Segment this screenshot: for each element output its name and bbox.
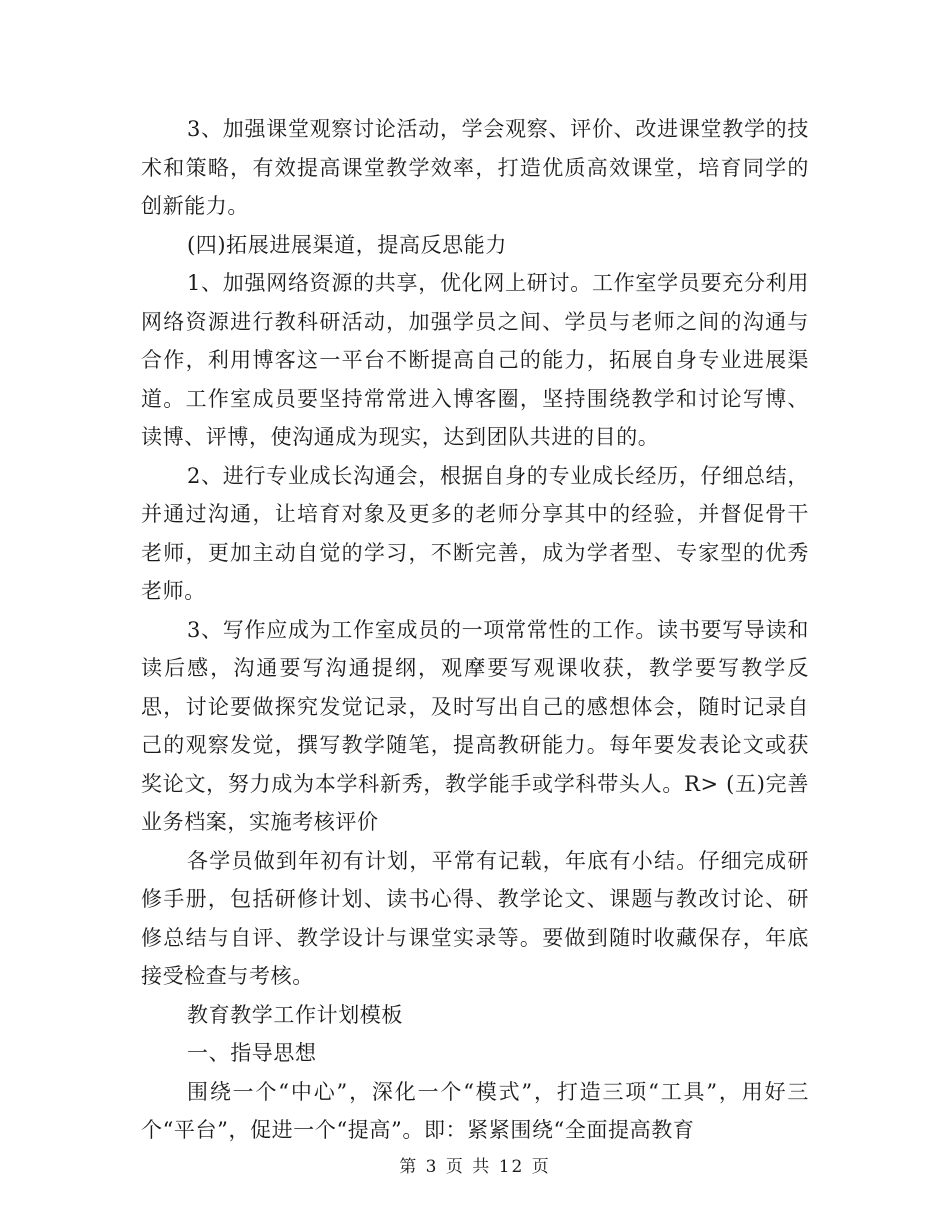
paragraph-observation-activity: 3、加强课堂观察讨论活动，学会观察、评价、改进课堂教学的技术和策略，有效提高课堂教学效率，打造优质高效课堂，培育同学的创新能力。 <box>141 117 809 218</box>
document-body <box>141 110 809 1150</box>
heading-plan-template: 教育教学工作计划模板 <box>187 1002 403 1027</box>
paragraph-center-model: 围绕一个“中心”，深化一个“模式”，打造三项“工具”，用好三个“平台”，促进一个“提高”。即：紧紧围绕“全面提高教育 <box>141 1079 809 1142</box>
paragraph-network-resources: 1、加强网络资源的共享，优化网上研讨。工作室学员要充分利用网络资源进行教科研活动，加强学员之间、学员与老师之间的沟通与合作，利用博客这一平台不断提高自己的能力，拓展自身专业进展渠道。工作室成员要坚持常常进入博客圈，坚持围绕教学和讨论写博、读博、评博，使沟通成为现实，达到团队共进的目的。 <box>141 271 809 449</box>
page-footer: 第 3 页 共 12 页 <box>399 1157 551 1177</box>
heading-guiding-ideology: 一、指导思想 <box>187 1041 317 1065</box>
paragraph-writing-work: 3、写作应成为工作室成员的一项常常性的工作。读书要写导读和读后感，沟通要写沟通提纲，观摩要写观课收获，教学要写教学反思，讨论要做探究发觉记录，及时写出自己的感想体会，随时记录自己的观察发觉，撰写教学随笔，提高教研能力。每年要发表论文或获奖论文，努力成为本学科新秀，教学能手或学科带头人。R> (五)完善业务档案，实施考核评价 <box>141 617 809 834</box>
section-heading-expand-channels: (四)拓展进展渠道，提高反思能力 <box>187 232 507 257</box>
paragraph-member-plans: 各学员做到年初有计划，平常有记载，年底有小结。仔细完成研修手册，包括研修计划、读书心得、教学论文、课题与教改讨论、研修总结与自评、教学设计与课堂实录等。要做到随时收藏保存，年底接受检查与考核。 <box>141 848 809 988</box>
paragraph-growth-meeting: 2、进行专业成长沟通会，根据自身的专业成长经历，仔细总结，并通过沟通，让培育对象及更多的老师分享其中的经验，并督促骨干老师，更加主动自觉的学习，不断完善，成为学者型、专家型的优秀老师。 <box>141 463 809 603</box>
